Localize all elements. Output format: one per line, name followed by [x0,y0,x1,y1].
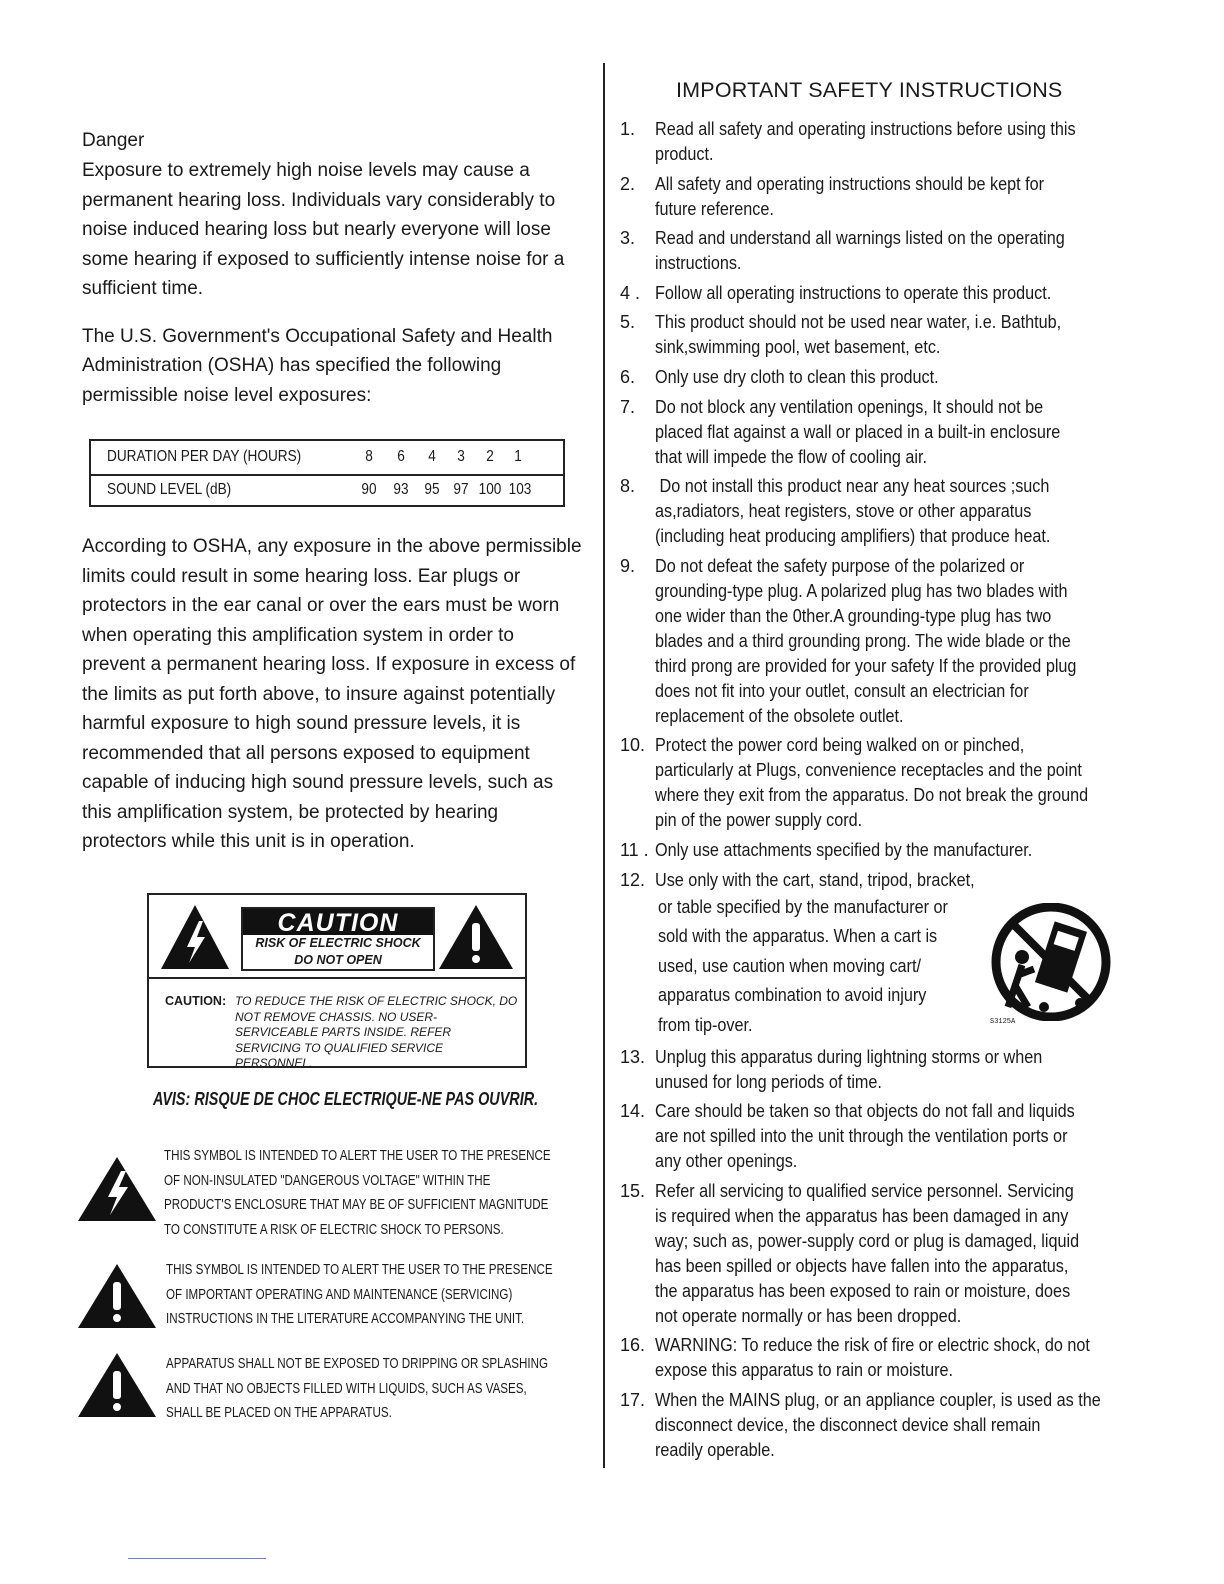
sound-level-cell: 95 [424,481,440,498]
list-item [620,1179,1140,1329]
safety-instructions-title: IMPORTANT SAFETY INSTRUCTIONS [676,78,1063,102]
exclamation-warning-icon [437,903,515,971]
danger-title: Danger [82,130,145,151]
danger-section [82,126,582,410]
item-line: Follow all operating instructions to operate this product. [655,282,1052,303]
list-item [620,172,1140,222]
sound-level-row [91,474,563,507]
item-number: 8. [620,476,636,497]
list-item [620,474,1140,549]
item-line: When the MAINS plug, or an appliance coupler, is used as the [655,1390,1101,1410]
caution-label: CAUTION: [165,994,227,1008]
item-line: Care should be taken so that objects do not fall and liquids [655,1101,1075,1122]
duration-label: DURATION PER DAY (HOURS) [107,448,302,465]
list-item [620,117,1140,167]
item-line: WARNING: To reduce the risk of fire or electric shock, do not [655,1335,1090,1356]
item-line: Only use dry cloth to clean this product. [655,366,939,387]
list-item [620,226,1140,276]
item-line: Read and understand all warnings listed on the operating [655,228,1065,249]
item-line: readily operable. [655,1440,775,1460]
symbol-text-line: THIS SYMBOL IS INTENDED TO ALERT THE USER TO THE PRESENCE [166,1262,553,1278]
list-item [620,1333,1140,1383]
item-line: where they exit from the apparatus. Do not break the ground [655,785,1089,806]
list-item [620,365,1140,390]
item-line: unused for long periods of time. [655,1071,882,1092]
symbol-text-line: THIS SYMBOL IS INTENDED TO ALERT THE USER TO THE PRESENCE [164,1148,551,1164]
item-line: is required when the apparatus has been damaged in any [655,1205,1069,1226]
item-line: are not spilled into the unit through the ventilation ports or [655,1126,1068,1147]
symbol-text-line: APPARATUS SHALL NOT BE EXPOSED TO DRIPPING OR SPLASHING [166,1356,549,1372]
list-item [620,838,1140,863]
symbol-text-line: INSTRUCTIONS IN THE LITERATURE ACCOMPANYING THE UNIT. [166,1311,525,1327]
item-line: Unplug this apparatus during lightning storms or when [655,1046,1043,1067]
item-number: 14. [620,1101,646,1122]
item-line: sold with the apparatus. When a cart is [658,926,938,947]
item-line: has been spilled or objects have fallen into the apparatus, [655,1255,1069,1276]
symbol-text-line: OF IMPORTANT OPERATING AND MAINTENANCE (SERVICING) [166,1286,513,1303]
item-line: Do not install this product near any heat sources ;such [655,476,1050,497]
item-line: Protect the power cord being walked on or pinched, [655,735,1025,756]
item-line: one wider than the 0ther.A grounding-type plug has two [655,605,1052,626]
lightning-symbol-icon [76,1155,158,1223]
item-number: 6. [620,366,636,387]
item-line: the apparatus has been exposed to rain or moisture, does [655,1280,1071,1301]
item-line: used, use caution when moving cart/ [658,955,921,976]
item-line: third prong are provided for your safety If the provided plug [655,655,1077,676]
item-line: Only use attachments specified by the manufacturer. [655,839,1033,860]
item-line: any other openings. [655,1151,798,1172]
list-item [620,733,1140,833]
exclamation-symbol-icon [76,1262,158,1330]
symbol-text-line: OF NON-INSULATED "DANGEROUS VOLTAGE" WITHIN THE [164,1172,491,1189]
item-line: sink,swimming pool, wet basement, etc. [655,337,941,358]
item-number: 10. [620,735,646,756]
sound-level-cell: 100 [478,481,502,498]
lightning-warning-icon [159,903,231,971]
caution-risk-text: RISK OF ELECTRIC SHOCK [255,936,421,950]
caution-body: TO REDUCE THE RISK OF ELECTRIC SHOCK, DO NOT REMOVE CHASSIS. NO USER-SERVICEABLE PARTS INSIDE. REFER SERVICING TO QUALIFIED SERVICE PERSONNEL. [235,994,518,1070]
caution-heading: CAUTION [243,909,433,935]
symbol-text-line: PRODUCT'S ENCLOSURE THAT MAY BE OF SUFFICIENT MAGNITUDE [164,1197,549,1213]
caution-do-not-open: DO NOT OPEN [294,953,382,967]
danger-text: Exposure to extremely high noise levels may cause a permanent hearing loss. Individuals vary considerably to noise induced hearing loss but nearly everyone will lose some hearing if exposed to sufficiently intense noise for a sufficient time. [82,160,565,299]
sound-level-cell: 90 [361,481,377,498]
item-line: This product should not be used near water, i.e. Bathtub, [655,312,1062,333]
cart-symbol-code: S3125A [990,1018,1016,1026]
item-line: particularly at Plugs, convenience receptacles and the point [655,760,1082,781]
item-number: 3. [620,228,636,249]
osha-recommendation-text: According to OSHA, any exposure in the above permissible limits could result in some hearing loss. Ear plugs or protectors in the ear canal or over the ears must be worn when operating this amplification system in order to prevent a permanent hearing loss. If exposure in excess of the limits as put forth above, to insure against potentially harmful exposure to high sound pressure levels, it is recommended that all persons exposed to equipment capable of inducing high sound pressure levels, such as this amplification system, be protected by hearing protectors while this unit is in operation. [82,536,582,852]
item-line: not operate normally or has been dropped. [655,1305,962,1326]
item-number: 11 . [620,839,649,860]
item-line: grounding-type plug. A polarized plug has two blades with [655,580,1068,601]
duration-cell: 1 [514,448,522,465]
item-line: does not fit into your outlet, consult an electrician for [655,680,1029,701]
cart-tip-over-icon [984,903,1118,1021]
caution-label-box [147,893,527,1068]
item-line: disconnect device, the disconnect device shall remain [655,1415,1041,1435]
item-number: 7. [620,396,636,417]
item-line: or table specified by the manufacturer or [658,896,948,917]
list-item [620,554,1140,729]
item-number: 17. [620,1390,646,1410]
sound-level-cell: 93 [393,481,409,498]
noise-exposure-table [89,439,565,507]
duration-cell: 2 [486,448,494,465]
lightning-symbol-text [164,1144,551,1242]
column-divider [603,63,605,1468]
osha-text: The U.S. Government's Occupational Safety and Health Administration (OSHA) has specified the following permissible noise level exposures: [82,325,553,406]
item-number: 1. [620,119,636,139]
list-item [620,1045,1140,1095]
sound-level-label: SOUND LEVEL (dB) [107,481,232,498]
item-line: future reference. [655,198,774,219]
duration-cell: 6 [397,448,405,465]
item-line: All safety and operating instructions should be kept for [655,173,1045,194]
item-number: 12. [620,869,646,890]
item-line: instructions. [655,253,742,274]
sound-level-cell: 103 [508,481,532,498]
item-line: apparatus combination to avoid injury [658,985,927,1006]
sound-level-cell: 97 [453,481,469,498]
item-line: placed flat against a wall or placed in a built-in enclosure [655,421,1061,442]
item-line: (including heat producing amplifiers) that produce heat. [655,526,1051,547]
list-item [620,310,1140,360]
symbol-text-line: TO CONSTITUTE A RISK OF ELECTRIC SHOCK TO PERSONS. [164,1221,504,1238]
item-number: 2. [620,173,636,194]
item-number: 9. [620,555,636,576]
list-item [620,395,1140,470]
exclamation-symbol-text [166,1258,553,1332]
symbol-text-line: AND THAT NO OBJECTS FILLED WITH LIQUIDS, SUCH AS VASES, [166,1380,527,1397]
avis-french-warning: AVIS: RISQUE DE CHOC ELECTRIQUE-NE PAS OUVRIR. [153,1089,539,1109]
duration-cell: 3 [457,448,465,465]
symbol-text-line: SHALL BE PLACED ON THE APPARATUS. [166,1405,392,1421]
dripping-warning-text [166,1352,548,1426]
item-line: product. [655,144,714,164]
item-line: Read all safety and operating instructions before using this [655,119,1076,139]
item-line: that will impede the flow of cooling air. [655,446,927,467]
list-item [620,281,1140,306]
caution-heading-block [241,907,435,971]
item-line: as,radiators, heat registers, stove or other apparatus [655,501,1032,522]
item-line: blades and a third grounding prong. The wide blade or the [655,630,1071,651]
item-line: from tip-over. [658,1014,753,1035]
item-line: replacement of the obsolete outlet. [655,705,904,726]
caution-divider [149,977,525,979]
item-line: expose this apparatus to rain or moisture. [655,1360,954,1381]
list-item [620,1099,1140,1174]
duration-cell: 4 [428,448,436,465]
list-item [620,1388,1140,1463]
item-number: 5. [620,312,636,333]
item-number: 15. [620,1180,646,1201]
dripping-warning-icon [76,1351,158,1419]
item-line: way; such as, power-supply cord or plug is damaged, liquid [655,1230,1080,1251]
page-underline-mark [128,1558,266,1559]
item-line: Refer all servicing to qualified service personnel. Servicing [655,1180,1074,1201]
item-line: pin of the power supply cord. [655,810,863,831]
item-line: Use only with the cart, stand, tripod, bracket, [655,869,975,890]
safety-instructions-list [620,117,1140,1468]
item-number: 13. [620,1046,646,1067]
item-number: 16. [620,1335,646,1356]
duration-cell: 8 [365,448,373,465]
duration-row [91,441,563,476]
item-number: 4 . [620,282,641,303]
item-line: Do not block any ventilation openings, It should not be [655,396,1044,417]
item-line: Do not defeat the safety purpose of the polarized or [655,555,1025,576]
